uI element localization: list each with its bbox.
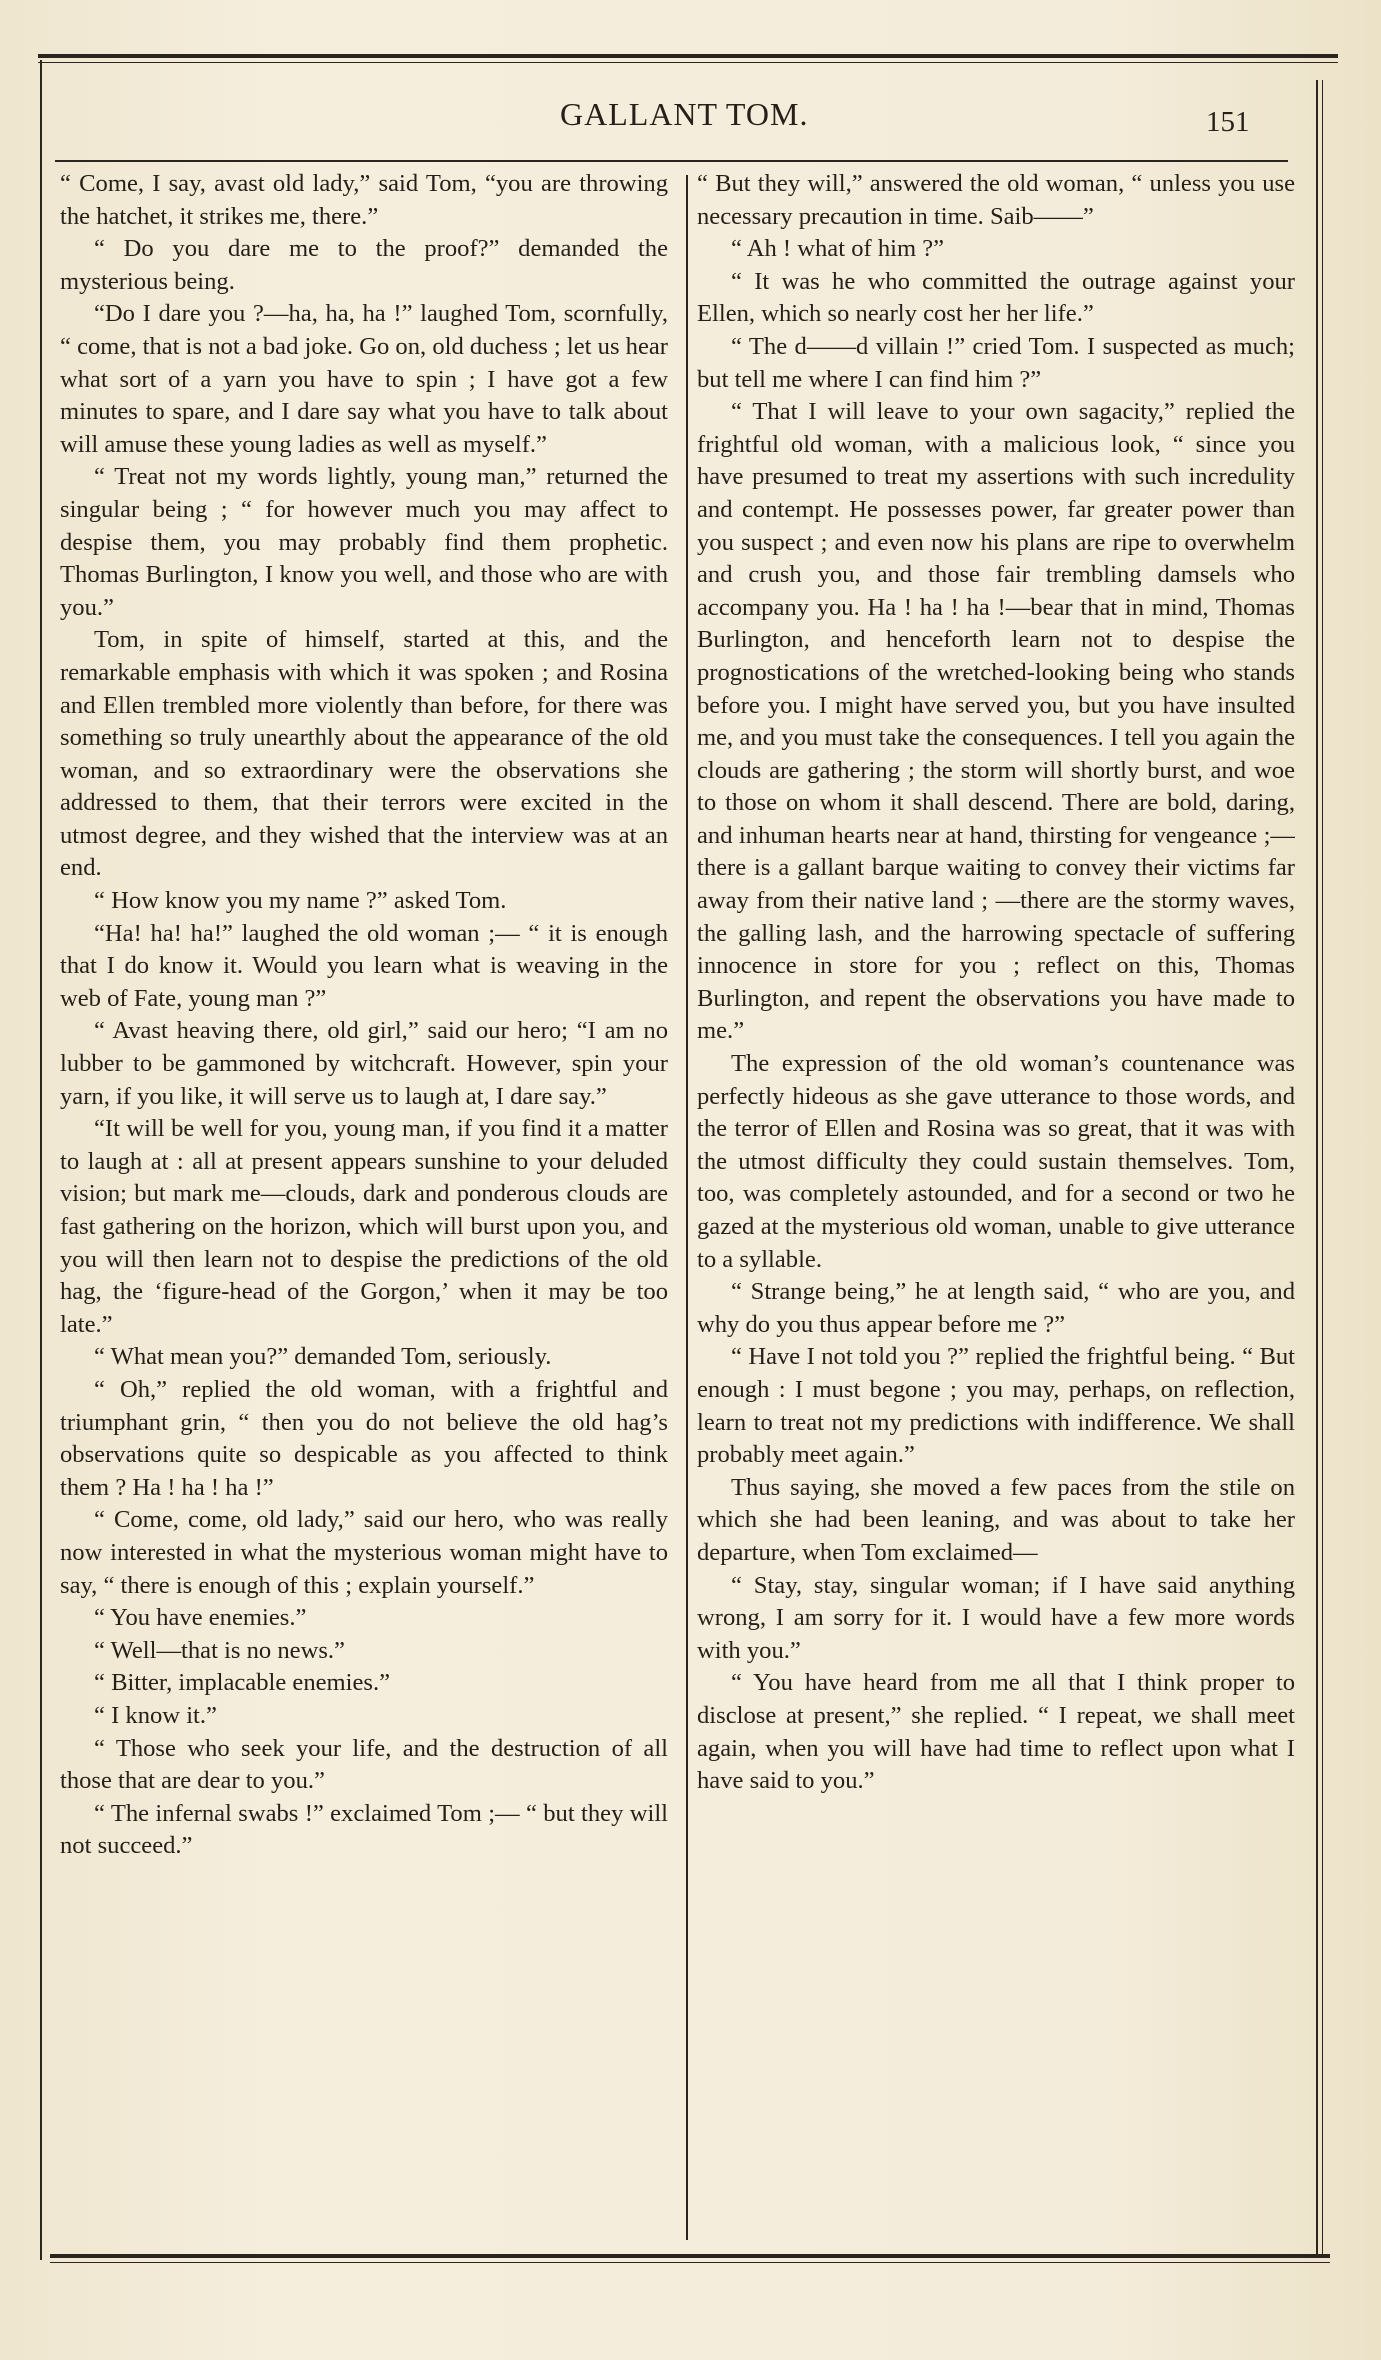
paragraph: “ Do you dare me to the proof?” demanded the mysterious being. bbox=[60, 235, 668, 295]
right-border-rule bbox=[1316, 80, 1318, 2258]
left-border-rule bbox=[40, 60, 42, 2260]
paragraph: “ Those who seek your life, and the destruction of all those that are dear to you.” bbox=[60, 1734, 668, 1795]
paragraph: “ That I will leave to your own sagacity,” replied the frightful old woman, with a malicious look, “ since you have presumed to treat my assertions with such incredulity and contempt. He possesses power, far greater power than you suspect ; and even now his plans are ripe to overwhelm and crush you, and those fair trembling damsels who accompany you. Ha ! ha ! ha !—bear that in mind, Thomas Burlington, and henceforth learn not to despise the prognostications of the wretched-looking being who stands before you. I might have served you, but you have insulted me, and you must take the consequences. I tell you again the clouds are gathering ; the storm will shortly burst, and woe to those on whom it shall descend. There are bold, daring, and inhuman hearts near at hand, thirsting for vengeance ;— there is a gallant barque waiting to convey their victims far away from their native land ; —there are the stormy waves, the galling lash, and the harrowing spectacle of suffering innocence in store for you ; reflect on this, Thomas Burlington, and repent the observations you have made to me.” bbox=[697, 398, 1295, 1045]
paragraph: “ Strange being,” he at length said, “ who are you, and why do you thus appear before me ?” bbox=[697, 1278, 1295, 1338]
paragraph: “ Bitter, implacable enemies.” bbox=[94, 1669, 391, 1697]
header-rule bbox=[55, 160, 1288, 162]
running-head: GALLANT TOM. bbox=[560, 96, 809, 132]
paragraph: “ It was he who committed the outrage against your Ellen, which so nearly cost her her life.” bbox=[697, 267, 1295, 328]
paragraph: “ Stay, stay, singular woman; if I have said anything wrong, I am sorry for it. I would have a few more words with you.” bbox=[697, 1571, 1295, 1664]
paragraph: Tom, in spite of himself, started at this, and the remarkable emphasis with which it was spoken ; and Rosina and Ellen trembled more violently than before, for there was something so truly unearthly about the appearance of the old woman, and so extraordinary were the observations she addressed to them, that their terrors were excited in the utmost degree, and they wished that the interview was at an end. bbox=[60, 626, 668, 882]
paragraph: “ Well—that is no news.” bbox=[94, 1636, 345, 1664]
paragraph: “ Come, I say, avast old lady,” said Tom, “you are throwing the hatchet, it strikes me, there.” bbox=[60, 170, 668, 230]
paragraph: “ Avast heaving there, old girl,” said our hero; “I am no lubber to be gammoned by witchcraft. However, spin your yarn, if you like, it will serve us to laugh at, I dare say.” bbox=[60, 1017, 668, 1110]
paragraph: “ I know it.” bbox=[94, 1701, 217, 1729]
paragraph: Thus saying, she moved a few paces from the stile on which she had been leaning, and was about to take her departure, when Tom exclaimed— bbox=[697, 1473, 1295, 1566]
paragraph: “ Ah ! what of him ?” bbox=[731, 235, 945, 263]
bottom-border-thin-rule bbox=[50, 2262, 1330, 2263]
paragraph: “ You have heard from me all that I think proper to disclose at present,” she replied. “ I repeat, we shall meet again, when you will have had time to reflect upon what I have said to you.” bbox=[697, 1669, 1295, 1795]
paragraph: “Do I dare you ?—ha, ha, ha !” laughed Tom, scornfully, “ come, that is not a bad joke. Go on, old duchess ; let us hear what sort of a yarn you have to spin ; I have got a few minutes to spare, and I dare say what you have to talk about will amuse these young ladies as well as myself.” bbox=[60, 300, 668, 458]
paragraph: “It will be well for you, young man, if you find it a matter to laugh at : all at present appears sunshine to your deluded vision; but mark me—clouds, dark and ponderous clouds are fast gathering on the horizon, which will burst upon you, and you will then learn not to despise the predictions of the old hag, the ‘figure-head of the Gorgon,’ when it may be too late.” bbox=[60, 1115, 668, 1338]
top-border-thin-rule bbox=[38, 62, 1338, 63]
right-border-thin-rule bbox=[1322, 80, 1323, 2258]
paragraph: “Ha! ha! ha!” laughed the old woman ;— “ it is enough that I do know it. Would you learn what is weaving in the web of Fate, young man ?” bbox=[60, 919, 668, 1012]
paragraph: “ What mean you?” demanded Tom, seriously. bbox=[94, 1343, 552, 1371]
bottom-border-rule bbox=[50, 2254, 1330, 2258]
paragraph: “ Have I not told you ?” replied the frightful being. “ But enough : I must begone ; you may, perhaps, on reflection, learn to treat not my predictions with indifference. We shall probably meet again.” bbox=[697, 1343, 1295, 1469]
left-column bbox=[60, 168, 668, 2248]
paragraph: “ The infernal swabs !” exclaimed Tom ;— “ but they will not succeed.” bbox=[60, 1799, 668, 1860]
paragraph: “ Treat not my words lightly, young man,” returned the singular being ; “ for however much you may affect to despise them, you may probably find them prophetic. Thomas Burlington, I know you well, and those who are with you.” bbox=[60, 463, 668, 621]
column-divider bbox=[686, 175, 688, 2240]
paragraph: “ How know you my name ?” asked Tom. bbox=[94, 887, 507, 915]
paragraph: “ The d——d villain !” cried Tom. I suspected as much; but tell me where I can find him ?” bbox=[697, 332, 1295, 393]
page-number: 151 bbox=[1206, 106, 1250, 138]
paragraph: “ Oh,” replied the old woman, with a frightful and triumphant grin, “ then you do not believe the old hag’s observations quite so despicable as you affected to think them ? Ha ! ha ! ha !” bbox=[60, 1375, 668, 1501]
paragraph: The expression of the old woman’s countenance was perfectly hideous as she gave utterance to those words, and the terror of Ellen and Rosina was so great, that it was with the utmost difficulty they could sustain themselves. Tom, too, was completely astounded, and for a second or two he gazed at the mysterious old woman, unable to give utterance to a syllable. bbox=[697, 1050, 1295, 1273]
paragraph: “ Come, come, old lady,” said our hero, who was really now interested in what the mysterious woman might have to say, “ there is enough of this ; explain yourself.” bbox=[60, 1506, 668, 1599]
paragraph: “ You have enemies.” bbox=[94, 1604, 307, 1632]
right-column bbox=[697, 168, 1295, 2248]
paragraph: “ But they will,” answered the old woman, “ unless you use necessary precaution in time. Saib——” bbox=[697, 170, 1295, 230]
top-border-rule bbox=[38, 54, 1338, 58]
